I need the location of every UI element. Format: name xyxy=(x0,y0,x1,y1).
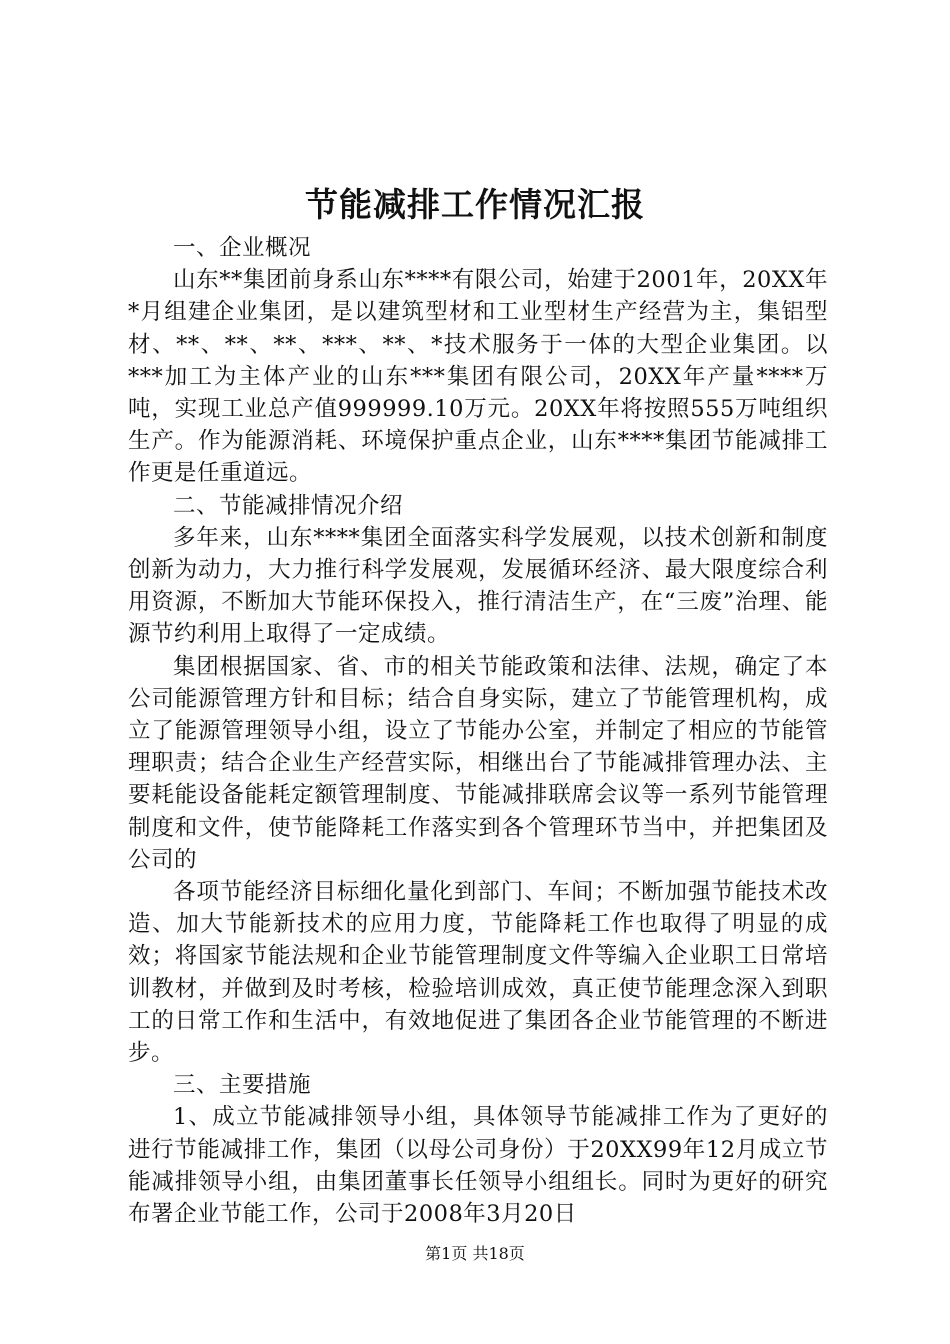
paragraph-intro-3: 各项节能经济目标细化量化到部门、车间；不断加强节能技术改造、加大节能新技术的应用力度，节能降耗工作也取得了明显的成效；将国家节能法规和企业节能管理制度文件等编入企业职工日常培训教材，并做到及时考核，检验培训成效，真正使节能理念深入到职工的日常工作和生活中，有效地促进了集团各企业节能管理的不断进步。 xyxy=(128,879,828,1067)
document-body xyxy=(128,232,828,1230)
section-heading-measures: 三、主要措施 xyxy=(173,1072,312,1099)
section-heading-overview: 一、企业概况 xyxy=(173,235,312,261)
paragraph-intro-2: 集团根据国家、省、市的相关节能政策和法律、法规，确定了本公司能源管理方针和目标；结合自身实际，建立了节能管理机构，成立了能源管理领导小组，设立了节能办公室，并制定了相应的节能管理职责；结合企业生产经营实际，相继出台了节能减排管理办法、主要耗能设备能耗定额管理制度、节能减排联席会议等一系列节能管理制度和文件，使节能降耗工作落实到各个管理环节当中，并把集团及公司的 xyxy=(128,653,828,873)
document-title: 节能减排工作情况汇报 xyxy=(305,185,645,224)
section-heading-intro: 二、节能减排情况介绍 xyxy=(173,492,404,519)
paragraph-overview: 山东**集团前身系山东****有限公司，始建于2001年，20XX年*月组建企业集团，是以建筑型材和工业型材生产经营为主，集铝型材、**、**、**、***、**、*技术服务于一体的大型企业集团。以***加工为主体产业的山东***集团有限公司，20XX年产量****万吨，实现工业总产值999999.10万元。20XX年将按照555万吨组织生产。作为能源消耗、环境保护重点企业，山东****集团节能减排工作更是任重道远。 xyxy=(128,267,828,487)
paragraph-intro-1: 多年来，山东****集团全面落实科学发展观，以技术创新和制度创新为动力，大力推行科学发展观，发展循环经济、最大限度综合利用资源，不断加大节能环保投入，推行清洁生产，在“三废”治理、能源节约利用上取得了一定成绩。 xyxy=(128,524,828,648)
paragraph-measures-1: 1、成立节能减排领导小组，具体领导节能减排工作为了更好的进行节能减排工作，集团（以母公司身份）于20XX99年12月成立节能减排领导小组，由集团董事长任领导小组组长。同时为更好的研究布署企业节能工作，公司于2008年3月20日 xyxy=(128,1104,828,1228)
page-footer: 第1页 共18页 xyxy=(425,1244,525,1263)
